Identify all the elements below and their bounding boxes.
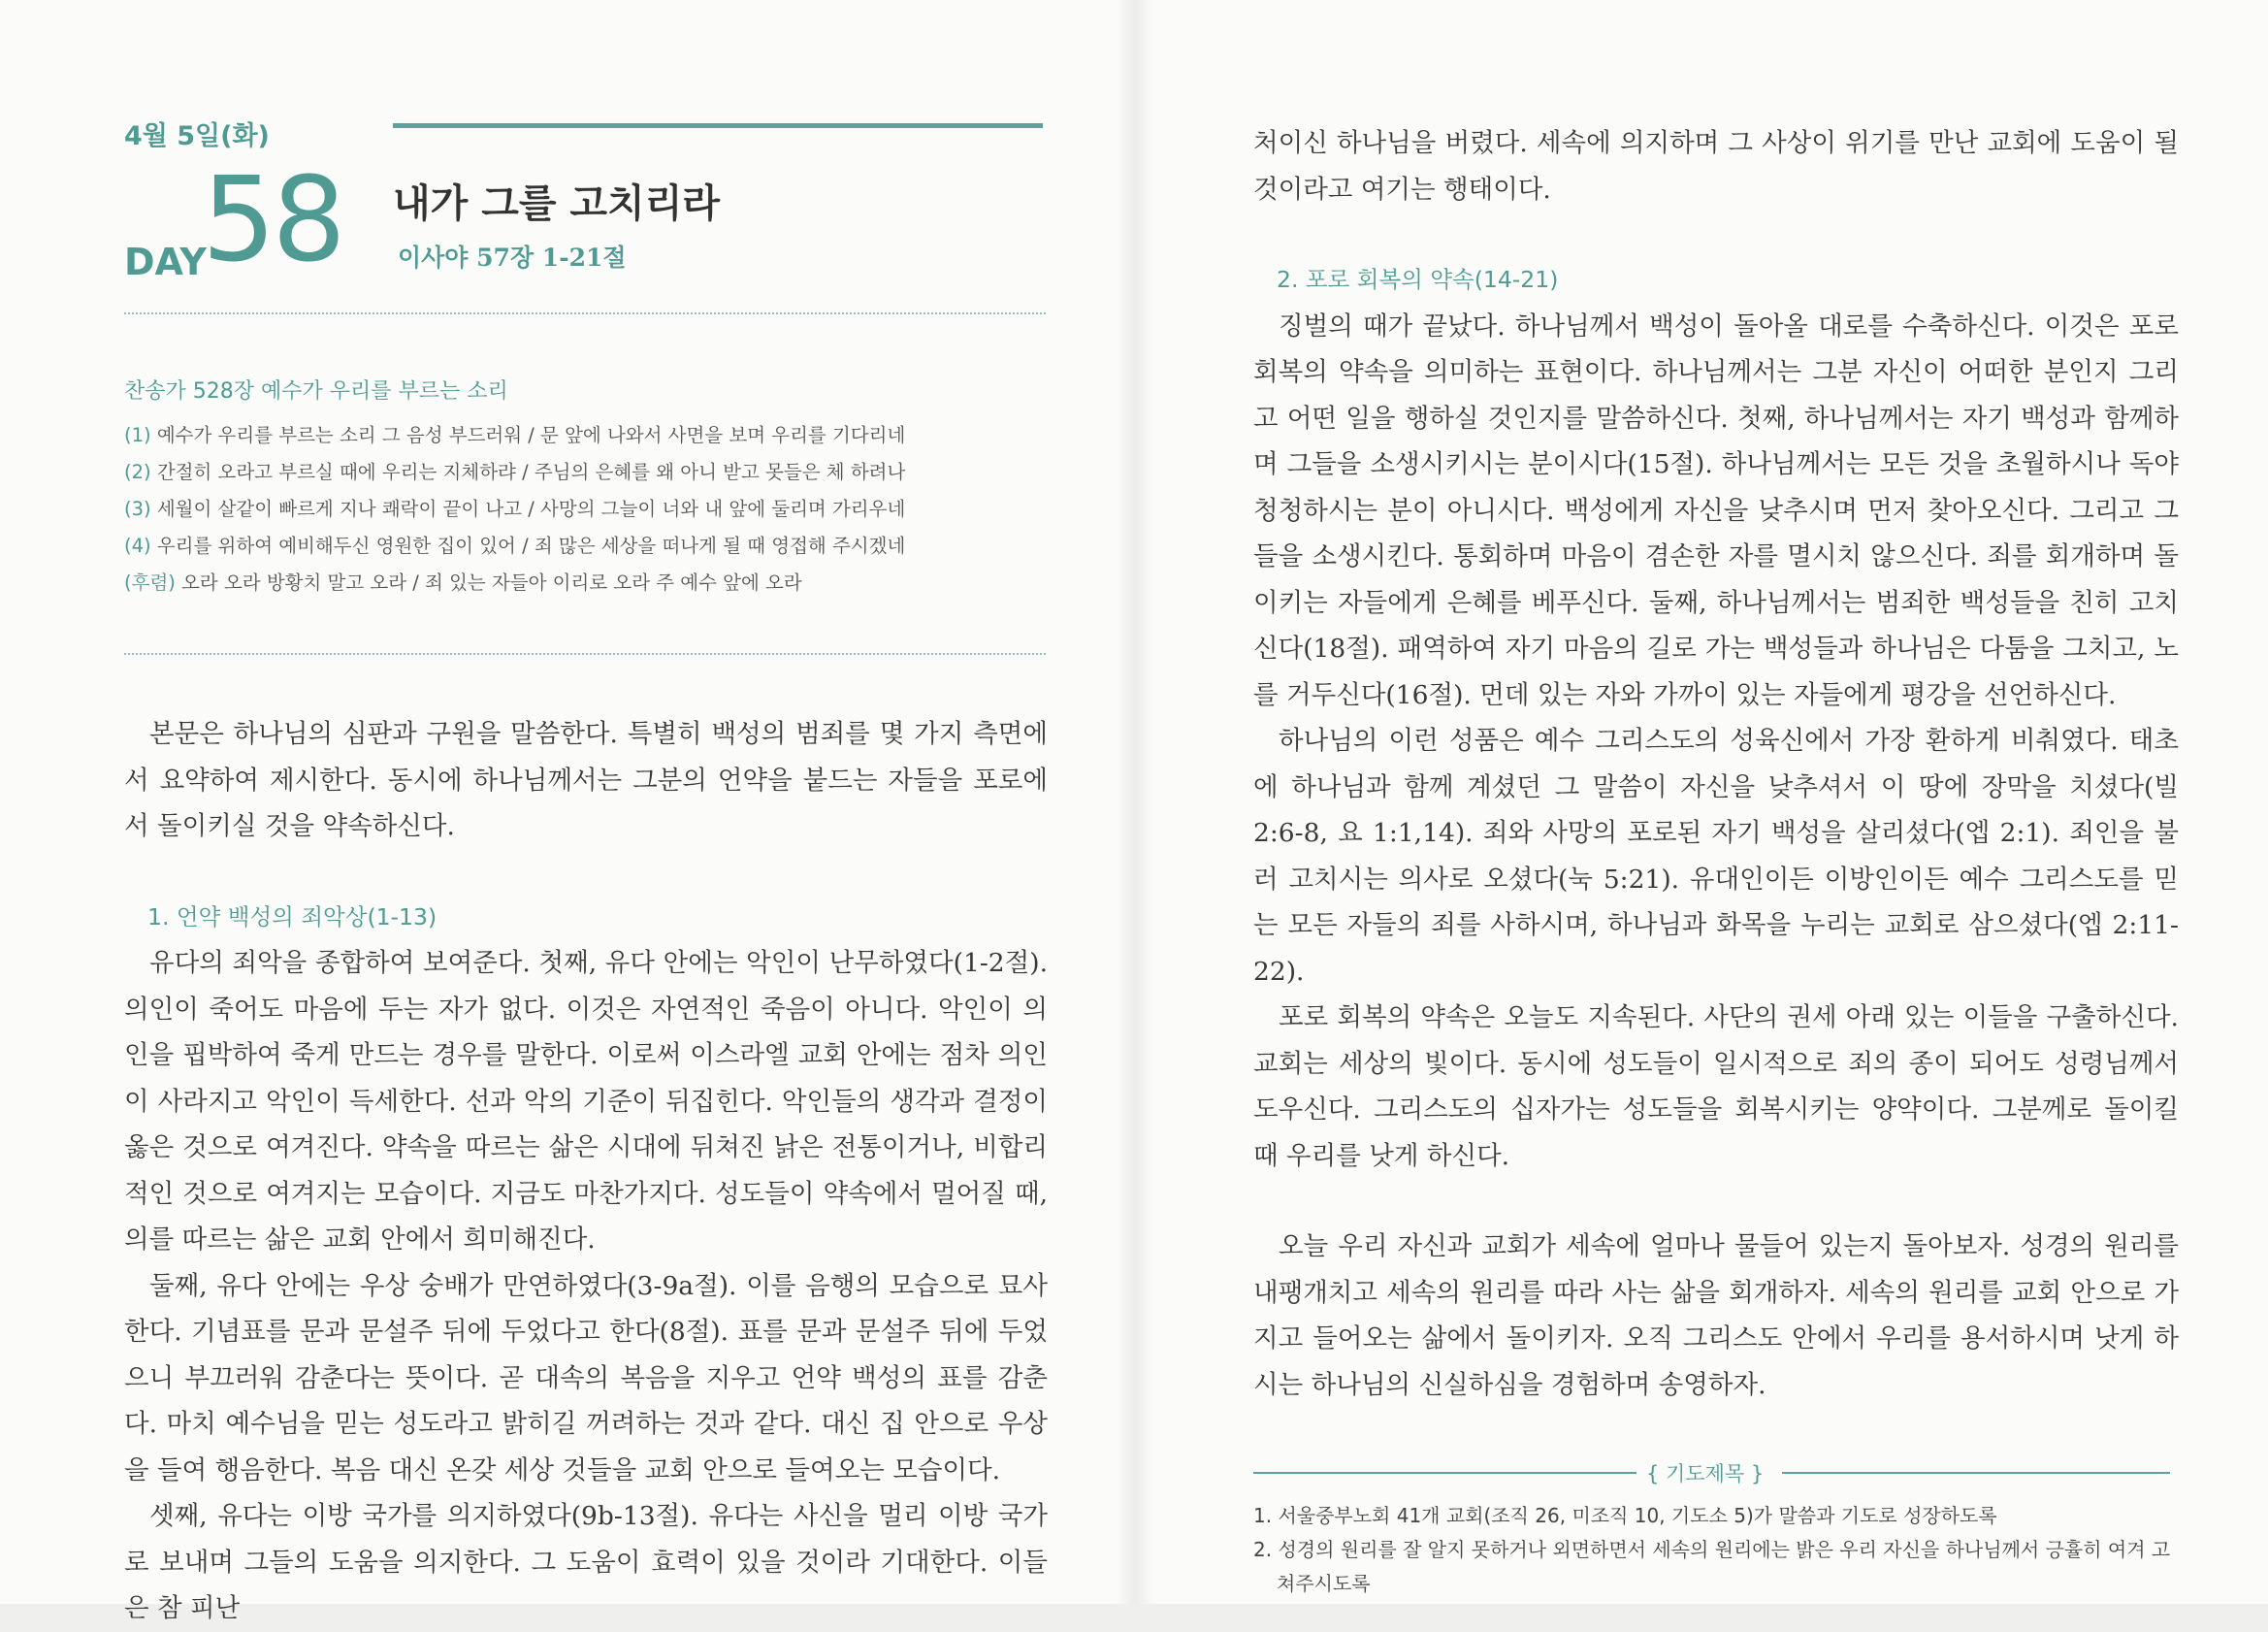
prayer-header [1253,1458,2170,1487]
divider [1782,1472,2170,1474]
continued-paragraph: 처이신 하나님을 버렸다. 세속에 의지하며 그 사상이 위기를 만난 교회에 도움이 될 것이라고 여기는 행태이다. [1253,128,2179,205]
left-page [0,0,1134,1623]
day-number: 58 [202,153,342,288]
body-paragraph: 징벌의 때가 끝났다. 하나님께서 백성이 돌아올 대로를 수축하신다. 이것은 포로 회복의 약속을 의미하는 표현이다. 하나님께서는 그분 자신이 어떠한 분인지 그리고 어떤 일을 행하실 것인지를 말씀하신다. 첫째, 하나님께서는 자기 백성과 함께하며 그들을 소생시키시는 분이시다(15절). 하나님께서는 모든 것을 초월하시나 독야청청하시는 분이 아니시다. 백성에게 자신을 낮추시며 먼저 찾아오신다. 그리고 그들을 소생시킨다. 통회하며 마음이 겸손한 자를 멸시치 않으신다. 죄를 회개하며 돌이키는 자들에게 은혜를 베푸신다. 둘째, 하나님께서는 범죄한 백성들을 친히 고치신다(18절). 패역하여 자기 마음의 길로 가는 백성들과 하나님은 다툼을 그치고, 노를 거두신다(16절). 먼데 있는 자와 가까이 있는 자들에게 평강을 선언하신다. [1253,310,2179,710]
right-page [1134,0,2268,1604]
prayer-label: { 기도제목 } [1646,1462,1765,1485]
application-paragraph: 오늘 우리 자신과 교회가 세속에 얼마나 물들어 있는지 돌아보자. 성경의 원리를 내팽개치고 세속의 원리를 따라 사는 삶을 회개하자. 세속의 원리를 교회 안으로 가지고 들어오는 삶에서 돌이키자. 오직 그리스도 안에서 우리를 용서하시며 낫게 하시는 하나님의 신실하심을 경험하며 송영하자. [1253,1231,2179,1400]
body-paragraph: 포로 회복의 약속은 오늘도 지속된다. 사단의 권세 아래 있는 이들을 구출하신다. 교회는 세상의 빛이다. 동시에 성도들이 일시적으로 죄의 종이 되어도 성령님께서 도우신다. 그리스도의 십자가는 성도들을 회복시키는 양약이다. 그분께로 돌이킬 때 우리를 낫게 하신다. [1253,1002,2179,1171]
right-body-text [1253,120,2179,1408]
hymn-chorus: (후렴) 오라 오라 방황치 말고 오라 / 죄 있는 자들아 이리로 오라 주 예수 앞에 오라 [124,571,802,594]
hymn-verse: (1) 예수가 우리를 부르는 소리 그 음성 부드러워 / 문 앞에 나와서 사면을 보며 우리를 기다리네 [124,424,906,446]
body-paragraph: 둘째, 유다 안에는 우상 숭배가 만연하였다(3-9a절). 이를 음행의 모습으로 묘사한다. 기념표를 문과 문설주 뒤에 두었다고 한다(8절). 표를 문과 문설주 뒤에 두었으니 부끄러워 감춘다는 뜻이다. 곧 대속의 복음을 지우고 언약 백성의 표를 감춘다. 마치 예수님을 믿는 성도라고 밝히길 꺼려하는 것과 같다. 대신 집 안으로 우상을 들여 행음한다. 복음 대신 온갖 세상 것들을 교회 안으로 들여오는 모습이다. [124,1270,1048,1485]
page-title: 내가 그를 고치리라 [393,181,720,226]
hymn-verse: (3) 세월이 살같이 빠르게 지나 쾌락이 끝이 나고 / 사망의 그늘이 너와 내 앞에 둘리며 가리우네 [124,498,906,520]
divider [1253,1472,1636,1474]
prayer-item: 2. 성경의 원리를 잘 알지 못하거나 외면하면서 세속의 원리에는 밝은 우리 자신을 하나님께서 긍휼히 여겨 고쳐주시도록 [1253,1538,2171,1595]
hymn-title: 찬송가 528장 예수가 우리를 부르는 소리 [124,379,508,404]
divider [124,653,1046,655]
header-rule [393,123,1043,128]
prayer-list [1253,1499,2180,1601]
section-heading: 1. 언약 백성의 죄악상(1-13) [147,902,437,930]
body-paragraph: 하나님의 이런 성품은 예수 그리스도의 성육신에서 가장 환하게 비춰였다. 태초에 하나님과 함께 계셨던 그 말씀이 자신을 낮추셔서 이 땅에 장막을 치셨다(빌 2:6-8, 요 1:1,14). 죄와 사망의 포로된 자기 백성을 살리셨다(엡 2:1). 죄인을 불러 고치시는 의사로 오셨다(눅 5:21). 유대인이든 이방인이든 예수 그리스도를 믿는 모든 자들의 죄를 사하시며, 하나님과 화목을 누리는 교회로 삼으셨다(엡 2:11-22). [1253,726,2179,987]
day-label: DAY [124,241,207,283]
body-paragraph: 유다의 죄악을 종합하여 보여준다. 첫째, 유다 안에는 악인이 난무하였다(1-2절). 의인이 죽어도 마음에 두는 자가 없다. 이것은 자연적인 죽음이 아니다. 악인이 의인을 핍박하여 죽게 만드는 경우를 말한다. 이로써 이스라엘 교회 안에는 점차 의인이 사라지고 악인이 득세한다. 선과 악의 기준이 뒤집힌다. 악인들의 생각과 결정이 옳은 것으로 여겨진다. 약속을 따르는 삶은 시대에 뒤쳐진 낡은 전통이거나, 비합리적인 것으로 여겨지는 모습이다. 지금도 마찬가지다. 성도들이 약속에서 멀어질 때, 의를 따르는 삶은 교회 안에서 희미해진다. [124,948,1048,1255]
section-heading: 2. 포로 회복의 약속(14-21) [1277,266,1559,293]
book-gutter [1116,0,1154,1604]
scripture-reference: 이사야 57장 1-21절 [398,244,627,272]
devotion-date: 4월 5일(화) [124,121,270,151]
divider [124,312,1046,314]
hymn-verse: (2) 간절히 오라고 부르실 때에 우리는 지체하랴 / 주님의 은혜를 왜 아니 받고 못들은 체 하려나 [124,461,906,483]
prayer-item: 1. 서울중부노회 41개 교회(조직 26, 미조직 10, 기도소 5)가 말씀과 기도로 성장하도록 [1253,1504,1997,1527]
left-body-text [124,711,1048,1632]
body-paragraph: 셋째, 유다는 이방 국가를 의지하였다(9b-13절). 유다는 사신을 멀리 이방 국가로 보내며 그들의 도움을 의지한다. 그 도움이 효력이 있을 것이라 기대한다. 이들은 참 피난 [124,1501,1048,1623]
intro-paragraph: 본문은 하나님의 심판과 구원을 말씀한다. 특별히 백성의 범죄를 몇 가지 측면에서 요약하여 제시한다. 동시에 하나님께서는 그분의 언약을 붙드는 자들을 포로에서 돌이키실 것을 약속하신다. [124,719,1048,841]
hymn-verse: (4) 우리를 위하여 예비해두신 영원한 집이 있어 / 죄 많은 세상을 떠나게 될 때 영접해 주시겠네 [124,535,906,557]
hymn-lyrics [124,417,905,602]
